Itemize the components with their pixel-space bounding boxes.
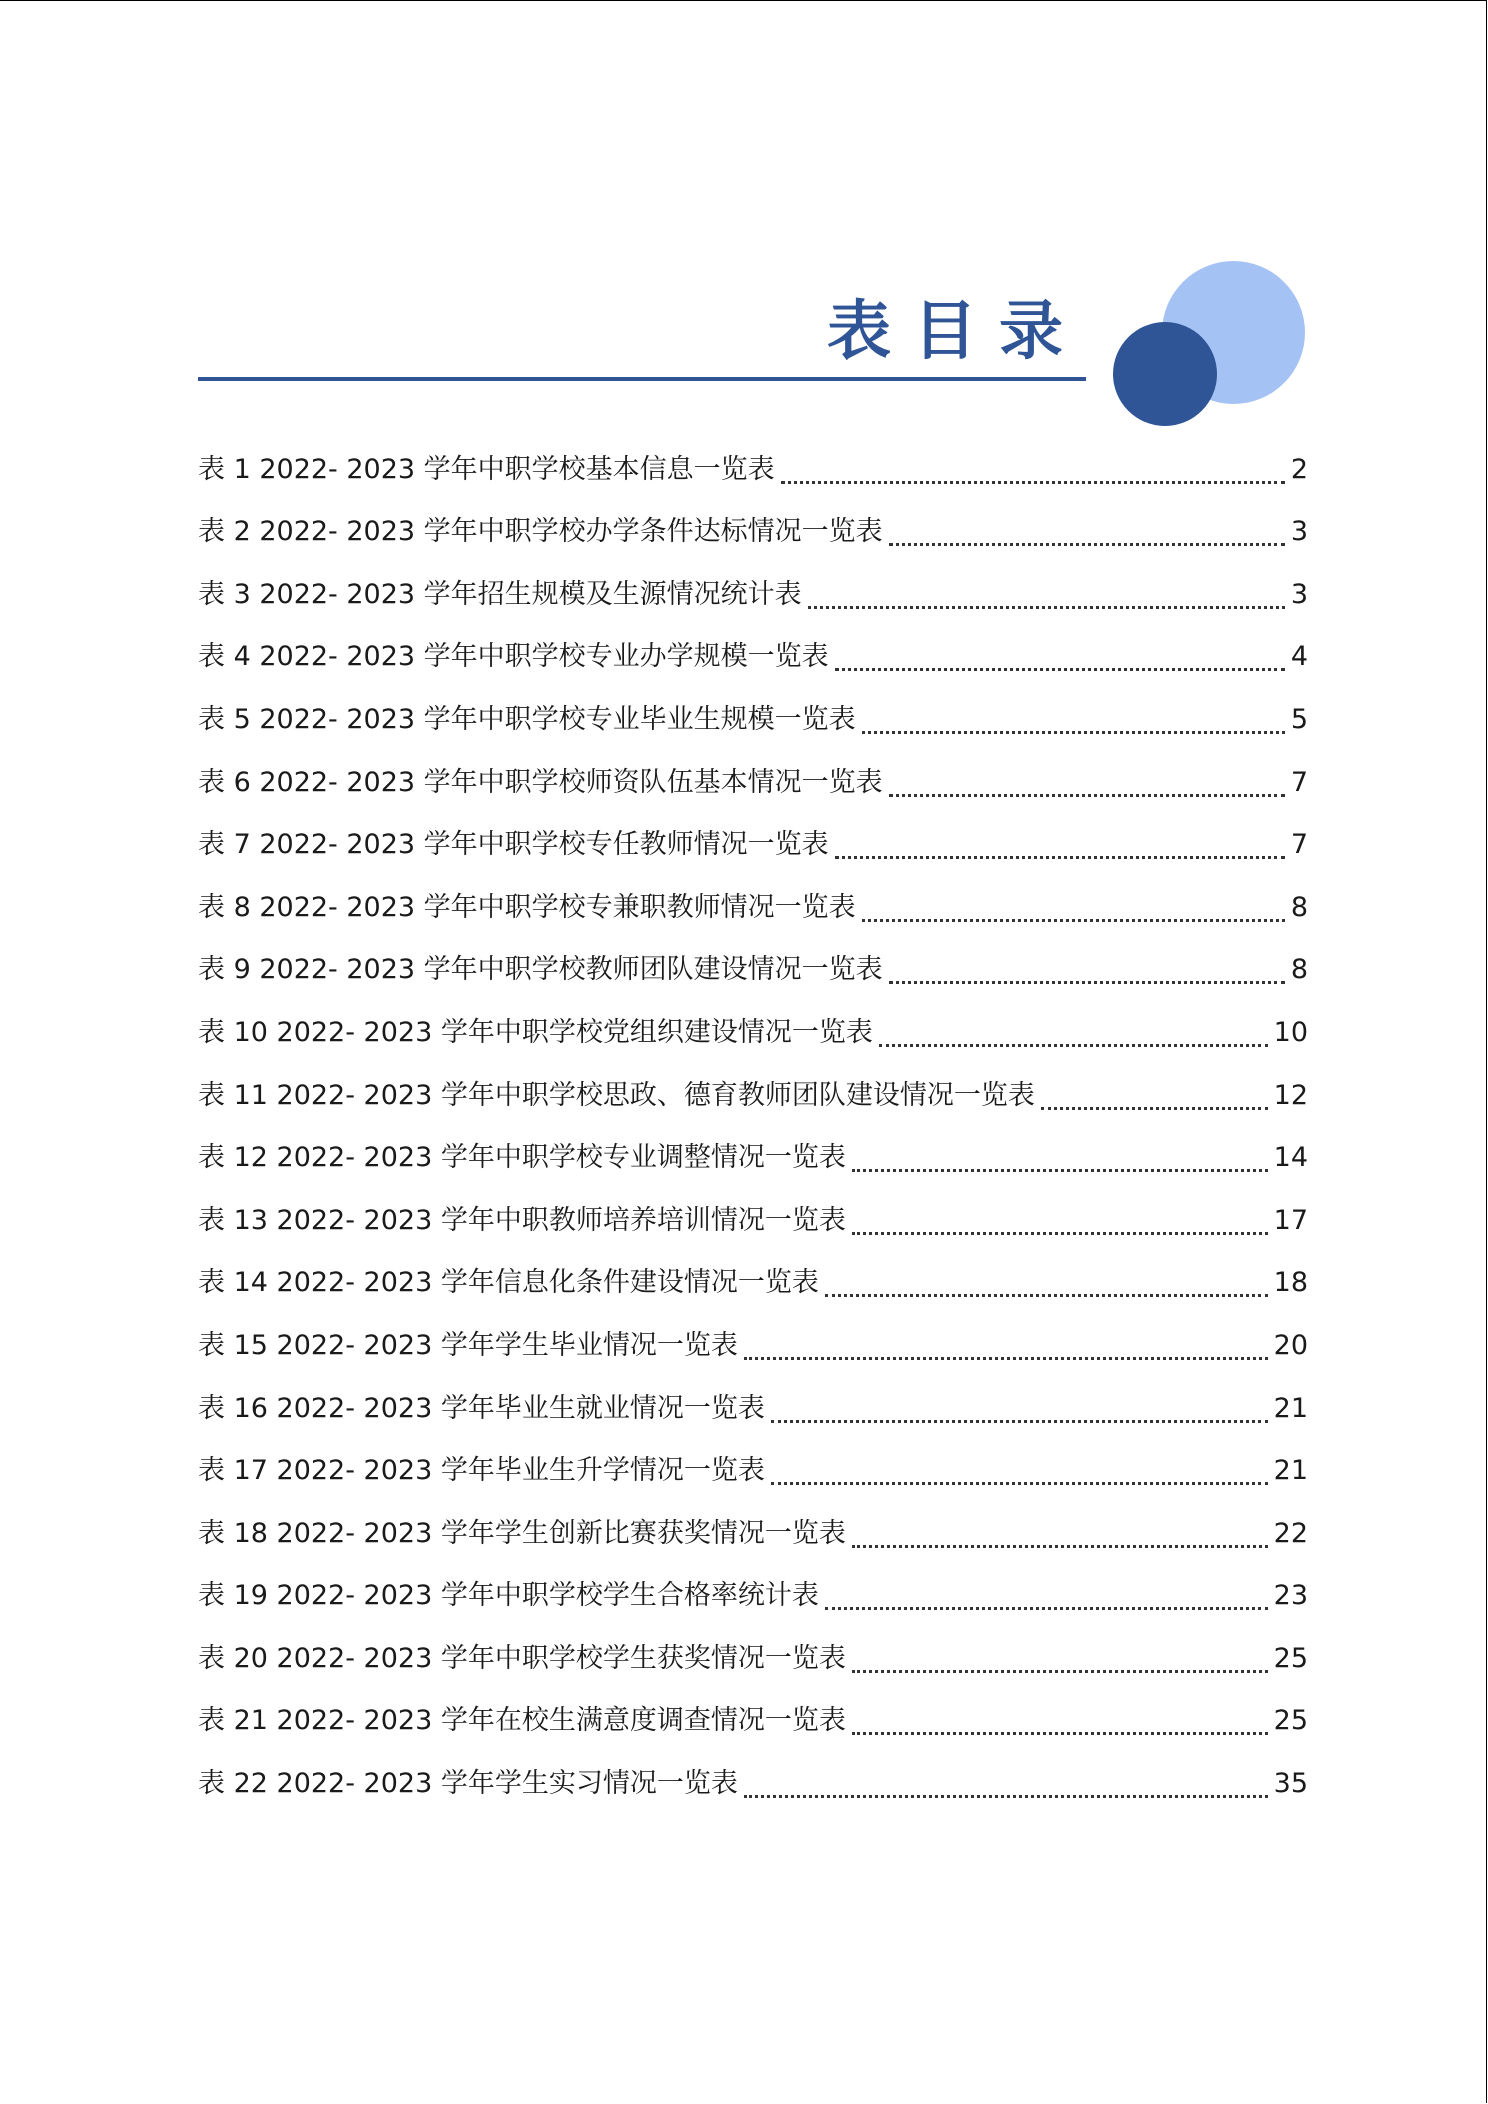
- toc-entry-page-number: 4: [1290, 641, 1308, 673]
- toc-entry-label: 表 20 2022- 2023 学年中职学校学生获奖情况一览表: [198, 1642, 846, 1674]
- toc-dot-leader: [825, 1294, 1268, 1297]
- toc-dot-leader: [771, 1420, 1268, 1423]
- toc-entry-page-number: 18: [1273, 1267, 1308, 1299]
- toc-dot-leader: [889, 794, 1285, 797]
- toc-entry-label: 表 16 2022- 2023 学年毕业生就业情况一览表: [198, 1392, 765, 1424]
- toc-entry-page-number: 2: [1290, 453, 1308, 485]
- toc-entry-label: 表 8 2022- 2023 学年中职学校专兼职教师情况一览表: [198, 891, 856, 923]
- toc-entry-label: 表 7 2022- 2023 学年中职学校专任教师情况一览表: [198, 829, 829, 861]
- toc-entry[interactable]: [198, 1377, 1308, 1440]
- toc-dot-leader: [808, 606, 1285, 609]
- toc-dot-leader: [889, 981, 1285, 984]
- toc-entry-page-number: 3: [1290, 516, 1308, 548]
- toc-entry-label: 表 15 2022- 2023 学年学生毕业情况一览表: [198, 1329, 738, 1361]
- toc-entry[interactable]: [198, 688, 1308, 751]
- toc-entry-page-number: 25: [1273, 1642, 1308, 1674]
- toc-entry-label: 表 12 2022- 2023 学年中职学校专业调整情况一览表: [198, 1142, 846, 1174]
- toc-entry[interactable]: [198, 939, 1308, 1002]
- toc-dot-leader: [852, 1232, 1268, 1235]
- toc-entry-page-number: 21: [1273, 1455, 1308, 1487]
- toc-entry[interactable]: [198, 1314, 1308, 1377]
- toc-entry-page-number: 7: [1290, 829, 1308, 861]
- toc-dot-leader: [889, 543, 1285, 546]
- toc-entry-label: 表 19 2022- 2023 学年中职学校学生合格率统计表: [198, 1580, 819, 1612]
- toc-entry[interactable]: [198, 1565, 1308, 1628]
- toc-entry-label: 表 22 2022- 2023 学年学生实习情况一览表: [198, 1768, 738, 1800]
- toc-entry-page-number: 17: [1273, 1204, 1308, 1236]
- page-title: 表目录: [827, 295, 1085, 369]
- toc-dot-leader: [852, 1670, 1268, 1673]
- toc-entry-label: 表 11 2022- 2023 学年中职学校思政、德育教师团队建设情况一览表: [198, 1079, 1035, 1111]
- toc-dot-leader: [852, 1732, 1268, 1735]
- toc-entry-page-number: 21: [1273, 1392, 1308, 1424]
- toc-entry-page-number: 8: [1290, 954, 1308, 986]
- toc-entry-page-number: 8: [1290, 891, 1308, 923]
- toc-entry[interactable]: [198, 1502, 1308, 1565]
- toc-entry[interactable]: [198, 438, 1308, 501]
- toc-dot-leader: [835, 668, 1285, 671]
- toc-entry[interactable]: [198, 1001, 1308, 1064]
- toc-dot-leader: [852, 1545, 1268, 1548]
- toc-entry-page-number: 35: [1273, 1768, 1308, 1800]
- toc-dot-leader: [879, 1044, 1268, 1047]
- toc-entry-page-number: 12: [1273, 1079, 1308, 1111]
- toc-entry-label: 表 21 2022- 2023 学年在校生满意度调查情况一览表: [198, 1705, 846, 1737]
- toc-entry[interactable]: [198, 814, 1308, 877]
- toc-entry-label: 表 3 2022- 2023 学年招生规模及生源情况统计表: [198, 578, 802, 610]
- toc-entry-label: 表 2 2022- 2023 学年中职学校办学条件达标情况一览表: [198, 516, 883, 548]
- toc-entry[interactable]: [198, 1252, 1308, 1315]
- toc-entry[interactable]: [198, 1752, 1308, 1815]
- toc-entry-page-number: 3: [1290, 578, 1308, 610]
- toc-dot-leader: [825, 1607, 1268, 1610]
- toc-entry-label: 表 9 2022- 2023 学年中职学校教师团队建设情况一览表: [198, 954, 883, 986]
- toc-entry-page-number: 14: [1273, 1142, 1308, 1174]
- toc-entry[interactable]: [198, 876, 1308, 939]
- toc-dot-leader: [771, 1482, 1268, 1485]
- toc-entry[interactable]: [198, 1690, 1308, 1753]
- title-underline: [198, 377, 1086, 381]
- decorative-circle-small: [1113, 322, 1217, 426]
- toc-entry[interactable]: [198, 751, 1308, 814]
- toc-entry[interactable]: [198, 1127, 1308, 1190]
- toc-entry-page-number: 22: [1273, 1517, 1308, 1549]
- toc-dot-leader: [862, 919, 1285, 922]
- toc-dot-leader: [862, 731, 1285, 734]
- toc-entry-label: 表 1 2022- 2023 学年中职学校基本信息一览表: [198, 453, 775, 485]
- toc-entry-label: 表 5 2022- 2023 学年中职学校专业毕业生规模一览表: [198, 703, 856, 735]
- toc-entry-page-number: 7: [1290, 766, 1308, 798]
- toc-entry[interactable]: [198, 563, 1308, 626]
- toc-entry[interactable]: [198, 1627, 1308, 1690]
- toc-dot-leader: [835, 856, 1285, 859]
- toc-entry-label: 表 13 2022- 2023 学年中职教师培养培训情况一览表: [198, 1204, 846, 1236]
- toc-entry[interactable]: [198, 1189, 1308, 1252]
- toc-entry-page-number: 5: [1290, 703, 1308, 735]
- toc-dot-leader: [781, 481, 1285, 484]
- toc-entry-label: 表 4 2022- 2023 学年中职学校专业办学规模一览表: [198, 641, 829, 673]
- toc-entry[interactable]: [198, 1064, 1308, 1127]
- toc-entry[interactable]: [198, 501, 1308, 564]
- toc-dot-leader: [1041, 1107, 1268, 1110]
- toc-dot-leader: [744, 1357, 1268, 1360]
- toc-entry-page-number: 10: [1273, 1016, 1308, 1048]
- toc-dot-leader: [744, 1795, 1268, 1798]
- toc-entry-page-number: 25: [1273, 1705, 1308, 1737]
- toc-entry-label: 表 17 2022- 2023 学年毕业生升学情况一览表: [198, 1455, 765, 1487]
- toc-entry-label: 表 14 2022- 2023 学年信息化条件建设情况一览表: [198, 1267, 819, 1299]
- toc-entry-label: 表 6 2022- 2023 学年中职学校师资队伍基本情况一览表: [198, 766, 883, 798]
- toc-dot-leader: [852, 1169, 1268, 1172]
- table-of-contents: [198, 438, 1308, 1815]
- toc-entry-page-number: 20: [1273, 1329, 1308, 1361]
- toc-entry-label: 表 10 2022- 2023 学年中职学校党组织建设情况一览表: [198, 1016, 873, 1048]
- toc-entry[interactable]: [198, 1440, 1308, 1503]
- toc-entry-label: 表 18 2022- 2023 学年学生创新比赛获奖情况一览表: [198, 1517, 846, 1549]
- toc-entry-page-number: 23: [1273, 1580, 1308, 1612]
- toc-entry[interactable]: [198, 626, 1308, 689]
